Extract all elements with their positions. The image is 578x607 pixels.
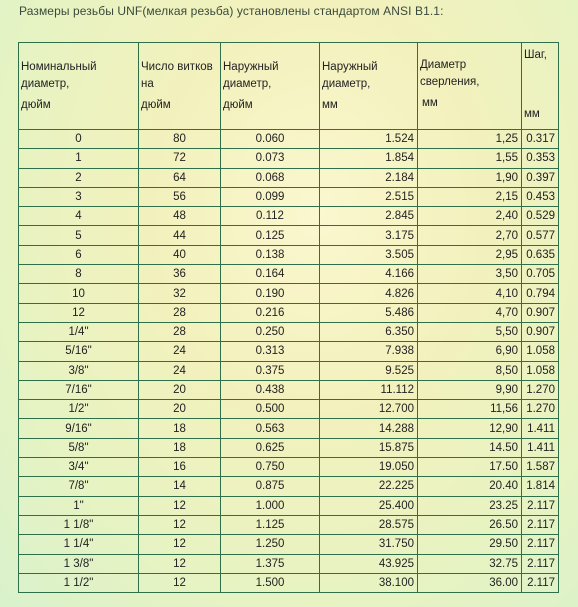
cell-pitch: 0.907 — [522, 303, 559, 322]
header-pitch — [522, 43, 559, 130]
table-row — [19, 130, 559, 149]
cell-threads-per-inch: 72 — [139, 149, 221, 168]
cell-threads-per-inch: 24 — [139, 342, 221, 361]
cell-drill-diameter: 17.50 — [418, 458, 522, 477]
cell-outer-diameter-inch: 0.060 — [221, 130, 320, 149]
cell-outer-diameter-inch: 0.216 — [221, 303, 320, 322]
header-threads-per-inch — [139, 43, 221, 130]
header-drill-diameter — [418, 43, 522, 130]
cell-pitch: 1.587 — [522, 458, 559, 477]
cell-outer-diameter-mm: 15.875 — [320, 438, 418, 457]
table-row — [19, 245, 559, 264]
cell-outer-diameter-inch: 0.068 — [221, 168, 320, 187]
cell-pitch: 1.411 — [522, 419, 559, 438]
cell-pitch: 1.270 — [522, 400, 559, 419]
cell-threads-per-inch: 12 — [139, 515, 221, 534]
cell-pitch: 1.814 — [522, 477, 559, 496]
cell-drill-diameter: 26.50 — [418, 515, 522, 534]
cell-nominal-diameter: 7/16" — [19, 380, 139, 399]
table-row — [19, 187, 559, 206]
table-row — [19, 168, 559, 187]
cell-drill-diameter: 8,50 — [418, 361, 522, 380]
cell-nominal-diameter: 3 — [19, 187, 139, 206]
cell-threads-per-inch: 18 — [139, 438, 221, 457]
cell-threads-per-inch: 16 — [139, 458, 221, 477]
cell-pitch: 0.577 — [522, 226, 559, 245]
table-caption: Размеры резьбы UNF(мелкая резьба) установлены стандартом ANSI B1.1: — [19, 4, 444, 18]
cell-outer-diameter-inch: 0.073 — [221, 149, 320, 168]
cell-outer-diameter-inch: 0.375 — [221, 361, 320, 380]
cell-nominal-diameter: 1 1/8" — [19, 515, 139, 534]
cell-outer-diameter-mm: 7.938 — [320, 342, 418, 361]
cell-drill-diameter: 11,56 — [418, 400, 522, 419]
cell-threads-per-inch: 20 — [139, 380, 221, 399]
header-label-line: мм — [322, 99, 338, 111]
table-row — [19, 380, 559, 399]
cell-threads-per-inch: 64 — [139, 168, 221, 187]
cell-drill-diameter: 1,55 — [418, 149, 522, 168]
unf-thread-table — [18, 42, 559, 593]
header-label-line: Наружный — [322, 61, 378, 73]
cell-threads-per-inch: 44 — [139, 226, 221, 245]
cell-outer-diameter-mm: 1.854 — [320, 149, 418, 168]
cell-pitch: 2.117 — [522, 515, 559, 534]
table-row — [19, 284, 559, 303]
table-body — [19, 130, 559, 593]
cell-nominal-diameter: 5/16" — [19, 342, 139, 361]
cell-threads-per-inch: 24 — [139, 361, 221, 380]
cell-threads-per-inch: 48 — [139, 207, 221, 226]
cell-nominal-diameter: 2 — [19, 168, 139, 187]
cell-outer-diameter-mm: 2.184 — [320, 168, 418, 187]
cell-pitch: 2.117 — [522, 496, 559, 515]
header-label-line: диаметр, — [223, 78, 272, 90]
cell-outer-diameter-inch: 1.250 — [221, 535, 320, 554]
table-row — [19, 535, 559, 554]
header-label-line: сверления, — [420, 76, 480, 88]
cell-drill-diameter: 2,40 — [418, 207, 522, 226]
cell-nominal-diameter: 5 — [19, 226, 139, 245]
cell-drill-diameter: 1,25 — [418, 130, 522, 149]
cell-pitch: 1.270 — [522, 380, 559, 399]
header-label-line: Наружный — [223, 61, 279, 73]
cell-nominal-diameter: 1 3/8" — [19, 554, 139, 573]
table-row — [19, 419, 559, 438]
table-row — [19, 400, 559, 419]
cell-outer-diameter-inch: 1.375 — [221, 554, 320, 573]
cell-threads-per-inch: 12 — [139, 496, 221, 515]
cell-outer-diameter-mm: 28.575 — [320, 515, 418, 534]
header-label-line: Диаметр — [420, 59, 467, 71]
header-outer-diameter-inch — [221, 43, 320, 130]
table-row — [19, 265, 559, 284]
header-label-line: диаметр, — [322, 78, 371, 90]
cell-outer-diameter-inch: 0.625 — [221, 438, 320, 457]
cell-outer-diameter-inch: 0.500 — [221, 400, 320, 419]
table-row — [19, 149, 559, 168]
cell-nominal-diameter: 1" — [19, 496, 139, 515]
cell-outer-diameter-mm: 38.100 — [320, 573, 418, 592]
cell-outer-diameter-mm: 11.112 — [320, 380, 418, 399]
cell-outer-diameter-mm: 1.524 — [320, 130, 418, 149]
cell-outer-diameter-mm: 19.050 — [320, 458, 418, 477]
cell-outer-diameter-inch: 0.099 — [221, 187, 320, 206]
cell-outer-diameter-inch: 0.750 — [221, 458, 320, 477]
cell-drill-diameter: 12,90 — [418, 419, 522, 438]
cell-drill-diameter: 9,90 — [418, 380, 522, 399]
cell-outer-diameter-mm: 3.505 — [320, 245, 418, 264]
cell-nominal-diameter: 8 — [19, 265, 139, 284]
cell-drill-diameter: 1,90 — [418, 168, 522, 187]
cell-nominal-diameter: 6 — [19, 245, 139, 264]
cell-nominal-diameter: 0 — [19, 130, 139, 149]
table-row — [19, 342, 559, 361]
cell-outer-diameter-mm: 6.350 — [320, 322, 418, 341]
cell-pitch: 0.317 — [522, 130, 559, 149]
cell-drill-diameter: 6,90 — [418, 342, 522, 361]
cell-outer-diameter-inch: 0.190 — [221, 284, 320, 303]
cell-outer-diameter-mm: 5.486 — [320, 303, 418, 322]
cell-drill-diameter: 2,70 — [418, 226, 522, 245]
cell-outer-diameter-mm: 31.750 — [320, 535, 418, 554]
cell-outer-diameter-mm: 2.515 — [320, 187, 418, 206]
cell-outer-diameter-inch: 0.112 — [221, 207, 320, 226]
cell-drill-diameter: 29.50 — [418, 535, 522, 554]
cell-threads-per-inch: 40 — [139, 245, 221, 264]
header-nominal-diameter — [19, 43, 139, 130]
header-label-line: дюйм — [21, 99, 51, 111]
cell-outer-diameter-mm: 3.175 — [320, 226, 418, 245]
cell-pitch: 0.907 — [522, 322, 559, 341]
header-row — [19, 43, 559, 130]
cell-outer-diameter-inch: 0.164 — [221, 265, 320, 284]
header-outer-diameter-mm — [320, 43, 418, 130]
table-row — [19, 515, 559, 534]
cell-pitch: 0.705 — [522, 265, 559, 284]
cell-drill-diameter: 4,70 — [418, 303, 522, 322]
cell-outer-diameter-mm: 12.700 — [320, 400, 418, 419]
table-row — [19, 458, 559, 477]
table-row — [19, 303, 559, 322]
cell-pitch: 2.117 — [522, 535, 559, 554]
cell-drill-diameter: 3,50 — [418, 265, 522, 284]
header-label-line: диаметр, — [21, 78, 70, 90]
cell-nominal-diameter: 1/2" — [19, 400, 139, 419]
header-label-line: на — [141, 78, 154, 90]
cell-drill-diameter: 14.50 — [418, 438, 522, 457]
cell-pitch: 0.397 — [522, 168, 559, 187]
table-row — [19, 496, 559, 515]
cell-pitch: 1.058 — [522, 342, 559, 361]
header-label-line: мм — [524, 108, 540, 120]
cell-threads-per-inch: 32 — [139, 284, 221, 303]
cell-pitch: 0.353 — [522, 149, 559, 168]
cell-nominal-diameter: 4 — [19, 207, 139, 226]
cell-pitch: 0.794 — [522, 284, 559, 303]
cell-drill-diameter: 32.75 — [418, 554, 522, 573]
cell-drill-diameter: 20.40 — [418, 477, 522, 496]
header-label-line: Число витков — [141, 61, 213, 73]
table-row — [19, 554, 559, 573]
cell-outer-diameter-inch: 0.313 — [221, 342, 320, 361]
cell-outer-diameter-inch: 1.125 — [221, 515, 320, 534]
header-label-line: мм — [422, 97, 438, 109]
cell-threads-per-inch: 18 — [139, 419, 221, 438]
cell-outer-diameter-inch: 0.438 — [221, 380, 320, 399]
cell-threads-per-inch: 28 — [139, 322, 221, 341]
cell-outer-diameter-inch: 0.875 — [221, 477, 320, 496]
cell-nominal-diameter: 3/8" — [19, 361, 139, 380]
table-row — [19, 361, 559, 380]
cell-nominal-diameter: 10 — [19, 284, 139, 303]
cell-outer-diameter-mm: 2.845 — [320, 207, 418, 226]
table-row — [19, 573, 559, 592]
cell-outer-diameter-inch: 1.500 — [221, 573, 320, 592]
cell-threads-per-inch: 12 — [139, 554, 221, 573]
cell-outer-diameter-mm: 4.166 — [320, 265, 418, 284]
table-row — [19, 226, 559, 245]
cell-drill-diameter: 36.00 — [418, 573, 522, 592]
cell-nominal-diameter: 1/4" — [19, 322, 139, 341]
header-label-line: Шаг, — [524, 49, 547, 61]
cell-outer-diameter-mm: 4.826 — [320, 284, 418, 303]
cell-drill-diameter: 2,95 — [418, 245, 522, 264]
cell-nominal-diameter: 9/16" — [19, 419, 139, 438]
table-row — [19, 477, 559, 496]
cell-pitch: 1.411 — [522, 438, 559, 457]
header-label-line: дюйм — [223, 99, 253, 111]
cell-threads-per-inch: 80 — [139, 130, 221, 149]
cell-nominal-diameter: 7/8" — [19, 477, 139, 496]
cell-nominal-diameter: 1 1/2" — [19, 573, 139, 592]
cell-threads-per-inch: 12 — [139, 535, 221, 554]
table-row — [19, 207, 559, 226]
cell-outer-diameter-mm: 9.525 — [320, 361, 418, 380]
cell-nominal-diameter: 5/8" — [19, 438, 139, 457]
cell-pitch: 2.117 — [522, 554, 559, 573]
cell-nominal-diameter: 12 — [19, 303, 139, 322]
header-label-line: Номинальный — [21, 61, 97, 73]
cell-drill-diameter: 2,15 — [418, 187, 522, 206]
cell-outer-diameter-mm: 14.288 — [320, 419, 418, 438]
cell-pitch: 0.453 — [522, 187, 559, 206]
cell-outer-diameter-inch: 0.138 — [221, 245, 320, 264]
cell-outer-diameter-inch: 0.125 — [221, 226, 320, 245]
cell-drill-diameter: 4,10 — [418, 284, 522, 303]
cell-nominal-diameter: 1 1/4" — [19, 535, 139, 554]
cell-threads-per-inch: 36 — [139, 265, 221, 284]
cell-pitch: 0.529 — [522, 207, 559, 226]
cell-pitch: 2.117 — [522, 573, 559, 592]
cell-threads-per-inch: 20 — [139, 400, 221, 419]
table-row — [19, 438, 559, 457]
cell-outer-diameter-mm: 22.225 — [320, 477, 418, 496]
cell-drill-diameter: 23.25 — [418, 496, 522, 515]
cell-drill-diameter: 5,50 — [418, 322, 522, 341]
cell-outer-diameter-mm: 25.400 — [320, 496, 418, 515]
cell-threads-per-inch: 28 — [139, 303, 221, 322]
table-row — [19, 322, 559, 341]
cell-outer-diameter-inch: 1.000 — [221, 496, 320, 515]
cell-nominal-diameter: 3/4" — [19, 458, 139, 477]
cell-pitch: 1.058 — [522, 361, 559, 380]
cell-threads-per-inch: 14 — [139, 477, 221, 496]
cell-threads-per-inch: 56 — [139, 187, 221, 206]
header-label-line: дюйм — [141, 99, 171, 111]
cell-pitch: 0.635 — [522, 245, 559, 264]
cell-nominal-diameter: 1 — [19, 149, 139, 168]
cell-outer-diameter-inch: 0.250 — [221, 322, 320, 341]
cell-outer-diameter-mm: 43.925 — [320, 554, 418, 573]
cell-outer-diameter-inch: 0.563 — [221, 419, 320, 438]
cell-threads-per-inch: 12 — [139, 573, 221, 592]
